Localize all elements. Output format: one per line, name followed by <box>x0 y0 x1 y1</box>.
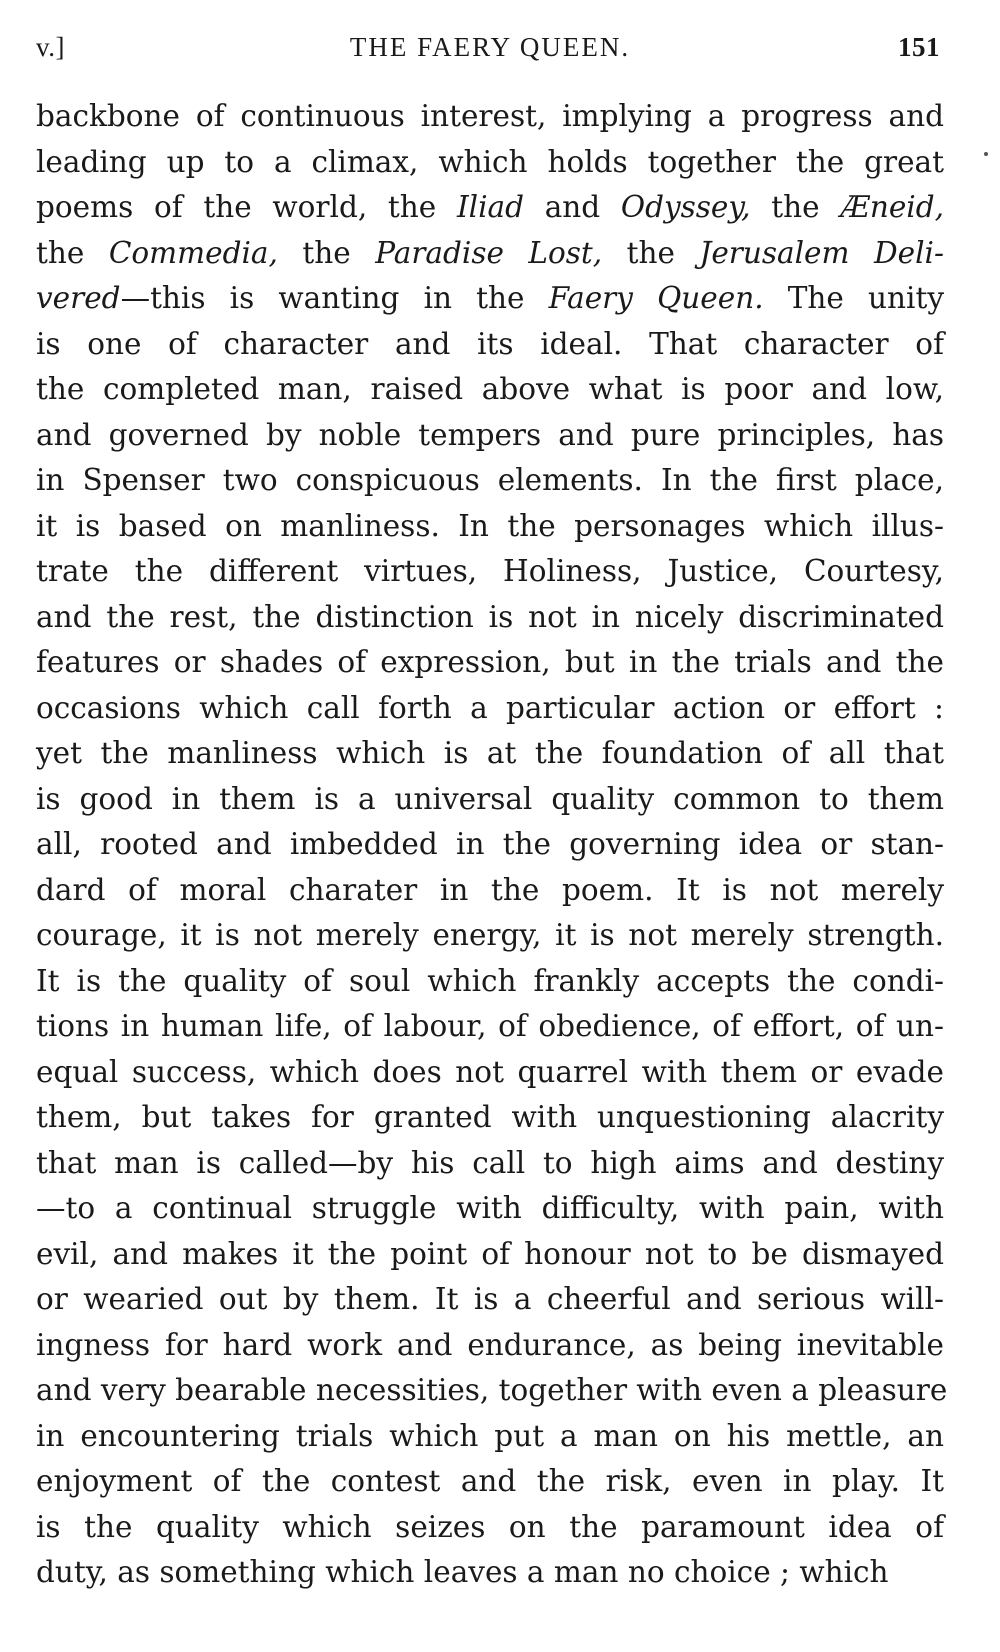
text-line <box>36 413 944 459</box>
text-run: in Spenser two conspicuous elements. In the first place, <box>36 463 944 497</box>
text-line <box>36 1050 944 1096</box>
text-run: the <box>36 235 109 270</box>
text-line <box>36 231 944 277</box>
text-line <box>36 1459 944 1505</box>
text-run: occasions which call forth a particular action or effort : <box>36 690 944 725</box>
text-run: yet the manliness which is at the foundation of all that <box>36 736 944 770</box>
italic-title: vered <box>36 281 121 315</box>
text-run: the <box>277 235 376 270</box>
text-run: enjoyment of the contest and the risk, even in play. It <box>36 1464 944 1498</box>
text-run: equal success, which does not quarrel with them or evade <box>36 1054 944 1089</box>
chapter-marker: v.] <box>36 32 65 62</box>
text-line <box>36 94 944 140</box>
text-line <box>36 640 944 686</box>
text-run: leading up to a climax, which holds together the great <box>36 144 944 179</box>
running-title: THE FAERY QUEEN. <box>349 32 631 62</box>
text-line <box>36 1277 944 1323</box>
text-line <box>36 1323 944 1369</box>
text-run: The unity <box>763 281 944 315</box>
text-line <box>36 686 944 732</box>
text-run: tions in human life, of labour, of obedience, of effort, of un- <box>36 1009 944 1043</box>
text-line <box>36 777 944 823</box>
text-line <box>36 822 944 868</box>
text-run: —to a continual struggle with difficulty, with pain, with <box>36 1191 944 1225</box>
text-line <box>36 1505 944 1551</box>
text-line <box>36 276 944 322</box>
italic-title: Jerusalem Deli- <box>699 235 944 270</box>
text-run: ingness for hard work and endurance, as being inevitable <box>36 1327 944 1362</box>
text-line <box>36 868 944 914</box>
text-run: the <box>602 235 700 270</box>
text-run: and very bearable necessities, together with even a pleasure <box>36 1373 948 1407</box>
text-run: trate the different virtues, Holiness, Justice, Courtesy, <box>36 554 944 588</box>
text-run: and the rest, the distinction is not in nicely discriminated <box>36 599 944 634</box>
text-run: —this is wanting in the <box>120 281 549 315</box>
text-line <box>36 504 944 550</box>
text-line <box>36 1004 944 1050</box>
italic-title: Faery Queen. <box>548 281 764 315</box>
text-run: in encountering trials which put a man on his mettle, an <box>36 1418 944 1453</box>
text-line <box>36 595 944 641</box>
text-run: is one of character and its ideal. That character of <box>36 326 944 361</box>
text-line <box>36 549 944 595</box>
text-run: or wearied out by them. It is a cheerful and serious will- <box>36 1282 944 1316</box>
text-line <box>36 1550 944 1596</box>
text-line <box>36 1232 944 1278</box>
text-run: duty, as something which leaves a man no choice ; which <box>36 1555 889 1589</box>
text-run: courage, it is not merely energy, it is not merely strength. <box>36 918 944 952</box>
text-line <box>36 458 944 504</box>
text-line <box>36 140 944 186</box>
text-run: It is the quality of soul which frankly accepts the condi- <box>36 963 944 998</box>
text-run: poems of the world, the <box>36 190 457 224</box>
text-line <box>36 1095 944 1141</box>
italic-title: Iliad <box>456 190 524 224</box>
text-run: features or shades of expression, but in the trials and the <box>36 645 944 679</box>
text-line <box>36 913 944 959</box>
body-text <box>36 94 948 1596</box>
italic-title: Æneid, <box>840 190 944 224</box>
text-line <box>36 959 944 1005</box>
italic-title: Commedia, <box>108 235 278 270</box>
text-run: dard of moral charater in the poem. It is not merely <box>36 872 944 907</box>
text-line <box>36 731 944 777</box>
text-line <box>36 1414 944 1460</box>
italic-title: Paradise Lost, <box>375 235 603 270</box>
text-run: evil, and makes it the point of honour not to be dismayed <box>36 1236 944 1271</box>
text-run: the completed man, raised above what is poor and low, <box>36 372 944 406</box>
italic-title: Odyssey, <box>620 190 751 224</box>
text-run: is the quality which seizes on the paramount idea of <box>36 1509 944 1544</box>
text-line <box>36 1186 944 1232</box>
text-run: backbone of continuous interest, implying a progress and <box>36 99 944 133</box>
text-run: all, rooted and imbedded in the governing idea or stan- <box>36 827 944 861</box>
book-page <box>36 28 948 1589</box>
text-run: that man is called—by his call to high aims and destiny <box>36 1145 944 1180</box>
text-line <box>36 367 944 413</box>
text-run: is good in them is a universal quality common to them <box>36 781 944 816</box>
text-run: it is based on manliness. In the personages which illus- <box>36 508 944 543</box>
text-run: and <box>523 190 621 224</box>
text-line <box>36 1141 944 1187</box>
running-head <box>36 28 944 68</box>
text-run: them, but takes for granted with unquestioning alacrity <box>36 1100 944 1134</box>
text-line <box>36 322 944 368</box>
text-run: and governed by noble tempers and pure principles, has <box>36 417 944 452</box>
margin-speck <box>984 152 988 156</box>
text-run: the <box>750 190 841 224</box>
text-line <box>36 185 944 231</box>
text-line <box>36 1368 948 1414</box>
page-number: 151 <box>898 32 940 62</box>
